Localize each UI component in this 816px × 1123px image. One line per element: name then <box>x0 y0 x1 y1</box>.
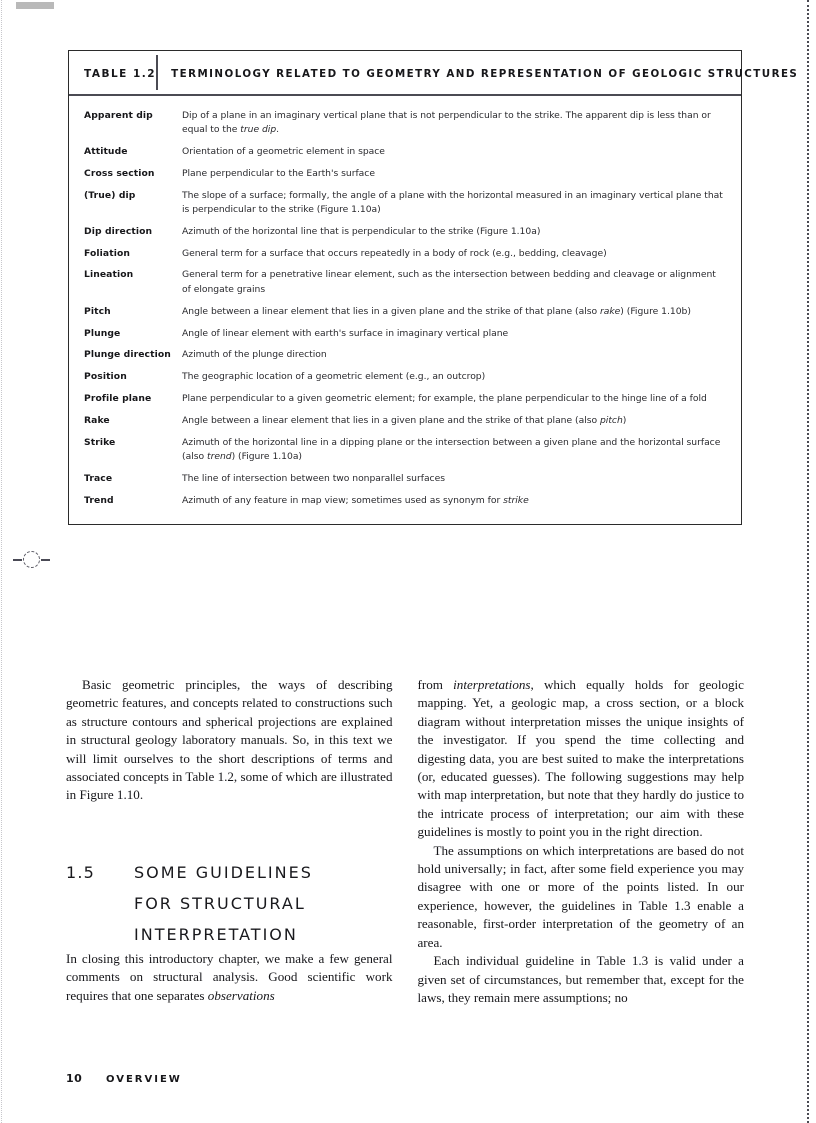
table-definition <box>173 109 741 138</box>
table-term: Dip direction <box>84 225 153 237</box>
table-term: Lineation <box>84 269 134 281</box>
table-term: Position <box>84 371 127 383</box>
page-edge-left-rule <box>1 0 2 1123</box>
definition-text: Azimuth of the horizontal line that is perpendicular to the strike (Figure 1.10a) <box>182 225 541 237</box>
table-term: Profile plane <box>84 392 152 404</box>
table-definition <box>173 327 741 342</box>
registration-mark-icon <box>14 543 48 577</box>
column-right <box>418 676 745 1007</box>
table-definition <box>173 370 741 385</box>
definition-text: Angle between a linear element that lies in a given plane and the strike of that plane (also <box>182 305 600 317</box>
page-footer <box>66 1072 182 1085</box>
definition-text: Angle between a linear element that lies in a given plane and the strike of that plane (also <box>182 414 600 426</box>
table-row <box>69 265 741 301</box>
table-term: Attitude <box>84 145 128 157</box>
definition-emphasis: trend <box>206 451 232 463</box>
table-row <box>69 141 741 163</box>
table-term: Foliation <box>84 247 131 259</box>
page-edge-right-rule <box>807 0 809 1123</box>
definition-text: Angle of linear element with earth's surface in imaginary vertical plane <box>182 327 509 339</box>
table-definition <box>173 247 741 262</box>
table-definition <box>173 305 741 320</box>
definition-text-tail: ) <box>622 414 627 426</box>
definition-emphasis: strike <box>503 494 529 506</box>
definition-text: Plane perpendicular to a given geometric element; for example, the plane perpendicular to the hinge line of a fold <box>182 392 707 404</box>
table-row <box>69 243 741 265</box>
table-row <box>69 490 741 512</box>
table-term: Trend <box>84 494 114 506</box>
table-definition <box>173 268 741 297</box>
table-definition <box>173 348 741 363</box>
table-definition <box>173 167 741 182</box>
definition-text: The slope of a surface; formally, the angle of a plane with the horizontal measured in an imaginary vertical plane that is perpendicular to the strike (Figure 1.10a) <box>182 189 723 216</box>
section-title-line-3: INTERPRETATION <box>134 924 298 944</box>
definition-text: General term for a penetrative linear element, such as the intersection between bedding and cleavage or alignment of elongate grains <box>182 269 716 296</box>
registration-circle <box>23 551 40 568</box>
registration-tick-left <box>13 559 22 561</box>
table-row <box>69 163 741 185</box>
definition-text-tail: ) (Figure 1.10b) <box>620 305 691 317</box>
paragraph-left-2-emphasis: observations <box>207 987 275 1003</box>
paragraph-right-1-lead: from <box>417 677 454 692</box>
table-term: Cross section <box>84 167 155 179</box>
table-definition <box>173 225 741 240</box>
table-row <box>69 323 741 345</box>
table-term: Pitch <box>84 305 111 317</box>
table-term: (True) dip <box>84 189 136 201</box>
trim-mark-corner-bar <box>16 2 54 9</box>
table-label: TABLE 1.2 <box>84 67 157 80</box>
table-body <box>69 96 741 524</box>
paragraph-right-1-rest: which equally holds for geologic mapping. Yet, a geologic map, a cross section, or a block diagram without interpretation misses the unique insights of the investigator. If you spend the time collecting and digesting data, you are best suited to make the interpretations (or, educated guesses). The following suggestions may help with map interpretation, but note that they hardly do justice to the intricate process of interpretation; our aim with these guidelines is mostly to point you in the right direction. <box>417 677 744 840</box>
paragraph-right-1-emphasis: interpretations, <box>453 677 534 692</box>
section-title-line-1: SOME GUIDELINES <box>134 862 313 882</box>
table-row <box>69 185 741 221</box>
table-row <box>69 301 741 323</box>
definition-text: The geographic location of a geometric element (e.g., an outcrop) <box>182 371 486 383</box>
definition-emphasis: rake <box>599 305 621 317</box>
definition-text: Azimuth of the horizontal line in a dipping plane or the intersection between a given plane and the horizontal surface (also <box>182 436 721 463</box>
definition-emphasis: true dip <box>240 124 277 136</box>
terminology-table <box>68 50 799 525</box>
paragraph-left-2-text: In closing this introductory chapter, we make a few general comments on structural analysis. Good scientific work requires that one separates <box>66 950 393 1003</box>
table-row <box>69 468 741 490</box>
table-row <box>69 388 741 410</box>
definition-text-tail: ) (Figure 1.10a) <box>231 451 302 463</box>
table-definition <box>173 392 741 407</box>
table-title-cell <box>158 64 798 82</box>
table-definition <box>173 472 741 487</box>
table-row <box>69 221 741 243</box>
table-row <box>69 367 741 389</box>
definition-text: Plane perpendicular to the Earth's surface <box>182 167 375 179</box>
table-term: Strike <box>84 436 116 448</box>
table-definition <box>173 145 741 160</box>
definition-text: Azimuth of any feature in map view; sometimes used as synonym for <box>182 494 504 506</box>
table-term: Rake <box>84 414 110 426</box>
table-title: TERMINOLOGY RELATED TO GEOMETRY AND REPRESENTATION OF GEOLOGIC STRUCTURES <box>171 67 799 80</box>
table-row <box>69 345 741 367</box>
definition-text: Dip of a plane in an imaginary vertical plane that is not perpendicular to the strike. The apparent dip is less than or equal to the <box>182 109 711 136</box>
definition-text: Orientation of a geometric element in space <box>182 145 385 157</box>
table-definition <box>173 189 741 218</box>
body-columns <box>66 676 744 1007</box>
paragraph-right-3: Each individual guideline in Table 1.3 is valid under a given set of circumstances, but remember that, except for the laws, they remain mere assumptions; no <box>417 953 744 1005</box>
table-header <box>69 51 799 96</box>
table-definition <box>173 436 741 465</box>
paragraph-left-1: Basic geometric principles, the ways of describing geometric features, and concepts related to constructions such as structure contours and spherical projections are explained in structural geology laboratory manuals. So, in this text we will limit ourselves to the short descriptions of terms and associated concepts in Table 1.2, some of which are illustrated in Figure 1.10. <box>66 677 393 803</box>
page-number: 10 <box>66 1072 83 1085</box>
section-title <box>134 857 313 950</box>
table-row <box>69 105 741 141</box>
column-left <box>66 676 393 1007</box>
table-term: Plunge <box>84 327 121 339</box>
table-definition <box>173 494 741 509</box>
definition-text: Azimuth of the plunge direction <box>182 349 327 361</box>
section-heading <box>66 857 393 950</box>
definition-text: The line of intersection between two nonparallel surfaces <box>182 472 445 484</box>
table-row <box>69 410 741 432</box>
table-row <box>69 432 741 468</box>
paragraph-right-2: The assumptions on which interpretations are based do not hold universally; in fact, after some field experience you may disagree with one or more of the points listed. In our experience, however, the guidelines in Table 1.3 enable a reasonable, first-order interpretation of the geometry of an area. <box>417 842 744 950</box>
chapter-name: OVERVIEW <box>106 1074 182 1085</box>
section-number: 1.5 <box>66 862 96 882</box>
paragraph-left-2 <box>66 950 393 1005</box>
definition-text-tail: . <box>276 124 280 136</box>
definition-emphasis: pitch <box>599 414 623 426</box>
section-title-line-2: FOR STRUCTURAL <box>134 893 306 913</box>
table-definition <box>173 414 741 429</box>
definition-text: General term for a surface that occurs repeatedly in a body of rock (e.g., bedding, cleavage) <box>182 247 607 259</box>
paragraph-right-1 <box>418 676 745 842</box>
table-label-cell <box>69 64 156 82</box>
registration-tick-right <box>41 559 50 561</box>
table-term: Apparent dip <box>84 109 153 121</box>
table-term: Plunge direction <box>84 349 171 361</box>
table-term: Trace <box>84 472 113 484</box>
